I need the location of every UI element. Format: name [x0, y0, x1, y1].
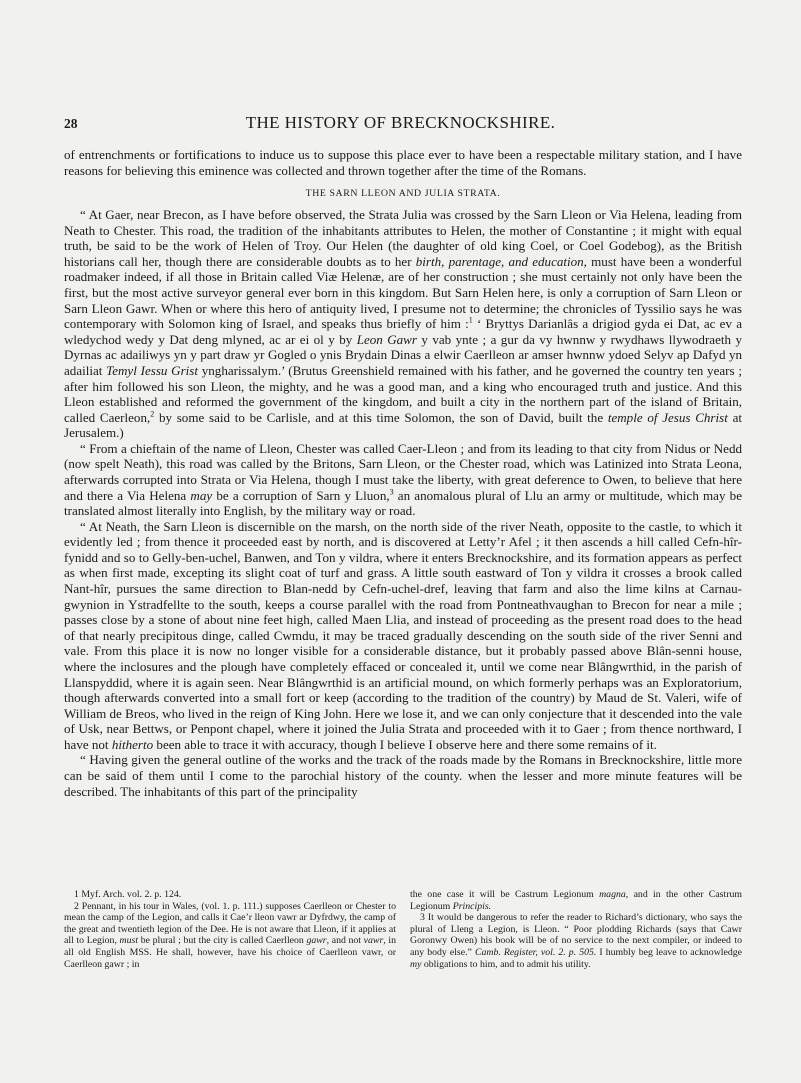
p2a-italic: birth, parentage, and education, [415, 253, 587, 269]
fn2e: the one case it will be Castrum Legionum [410, 889, 600, 900]
p4a: “ At Neath, the Sarn Lleon is discernible on the marsh, on the north side of the river Neath, opposite to the castle, to which it evidently led ; from thence it proceeded east by north, and is discovered at Letty’r Afel ; it then ascends a hill called Cefn-hîr-fynidd and so to Gelly-ben-uchel, Banwen, and Ton y vildra, where it enters Brecknockshire, and its formation appears as perfect as when first made, excepting its slight coat of turf and grass. A little south eastward of Ton y vildra it crosses a brook called Nant-hîr, pursues the same direction to Blan-nedd by Cefn-uchel-dref, leaving that farm and also the lime kilns at Carnau-gwynion in Ystradfellte to the south, keeps a course parallel with the road from Pontneathvaughan to Brecon for near a mile ; passes close by a stone of about nine feet high, called Maen Llia, and instead of proceeding as the present road does to the head of that nearly precipitous dinge, called Cwmdu, it may be traced gradually descending on the south side of the river Senni and vale. From this place it is now no longer visible for a considerable distance, but it probably passed above Blân-senni house, where the inclosures and the plough have completely effaced or concealed it, until we come near Blângwrthid, in the parish of Llanspyddid, where it is again seen. Near Blângwrthid is an artificial mound, on which formerly perhaps was an Exploratorium, though afterwards converted into a small fort or keep (according to the tradition of the country) by Maud de St. Valeri, wife of William de Breos, who lived in the reign of King John. Here we lose it, and we can only conjecture that it descended into the vale of Usk, near Bettws, or Penpont chapel, where it joined the Julia Strata and proceeded with it to Gaer ; from thence northward, I have not [64, 518, 742, 752]
fn2f: , and in the other Castrum Legionum [410, 889, 742, 912]
fn2a: 2 Pennant, in his tour in Wales, (vol. 1. p. 111.) supposes Caerlleon or Chester to mean the camp of the Legion, and calls it Cae’r lleon vawr ar Dyfrdwy, the camp of the great and twentieth legion of the Dee. He is not aware that Lleon, if it applies at all to Legion, [64, 900, 396, 947]
footnote-2-continued [410, 889, 742, 912]
paragraph-1-text: of entrenchments or fortifications to induce us to suppose this place ever to have been a respectable military station, and I have reasons for believing this eminence was collected and thrown together after the time of the Romans. [64, 147, 742, 178]
footnote-ref-2: 2 [150, 409, 155, 419]
fn3b: I humbly beg leave to acknowledge [596, 946, 742, 958]
p4a-italic: hitherto [111, 736, 154, 752]
footnote-1: 1 Myf. Arch. vol. 2. p. 124. [74, 889, 182, 900]
fn2c: , and not [326, 935, 364, 947]
p2b: must have been a wonderful roadmaker indeed, if all those in Britain called Viæ Helenæ, are of her construction ; she must certainly not only have been the first, but the most active surveyor general ever born in this kingdom. But Sarn Helen here, is only a corruption of Sarn Lleon or Sarn Lleon Gawr. When or where this hero of antiquity lived, I presume not to determine; the chronicles of Tyssilio says he was contemporary with Solomon king of Israel, and speaks thus briefly of him : [64, 253, 742, 332]
p2d: y vab ynte ; a gur da vy hwnnw y rwydhaws llywodraeth y Dyrnas ac adailiwys yn y part draw yr Gogled o ynis Brydain Dinas a elwir Caerlleon ar amser hwnnw ydoed Selyv ap Dafyd yn adailiat [64, 331, 742, 378]
paragraph-1 [64, 147, 742, 178]
p4b: been able to trace it with accuracy, though I believe I observe here and there some remains of it. [153, 736, 657, 752]
p2c: ‘ Bryttys Darianlâs a drigiod gyda ei Dat, ac ev a wledychod wedy y Dat deng mlyned, ac ar ei ol y by [64, 316, 742, 347]
p3a-italic: may [190, 487, 213, 503]
fn2b-italic: gawr [306, 935, 327, 947]
fn2a-italic: must [119, 935, 139, 947]
footnote-ref-1: 1 [468, 315, 473, 325]
p2c-italic: Leon Gawr [356, 331, 417, 347]
footnote-ref-3: 3 [389, 487, 394, 497]
footnotes-right-column [410, 889, 742, 970]
section-heading: THE SARN LLEON AND JULIA STRATA. [305, 188, 501, 200]
footnote-3 [410, 912, 742, 970]
footnotes-left-column [64, 889, 396, 970]
p3b: be a corruption of Sarn y Lluon, [212, 487, 390, 503]
p2f-italic: temple of Jesus Christ [607, 409, 728, 425]
paragraph-4 [64, 519, 742, 753]
p2e: yngharissalym.’ (Brutus Greenshield remained with his father, and he governed the country ten years ; after him followed his son Lleon, the mighty, and he was a good man, and a king who encouraged truth and justice. And this Lleon established and reformed the government of the kingdom, and built a city in the northern part of the island of Britain, called Caerleon, [64, 362, 742, 425]
p2g: at Jerusalem.) [64, 409, 742, 441]
p2a: “ At Gaer, near Brecon, as I have before observed, the Strata Julia was crossed by the Sarn Lleon or Via Helena, leading from Neath to Chester. This road, the tradition of the inhabitants attributes to Helen, the mother of Constantine ; it might with equal truth, be said to be the work of Helen of Troy. Our Helen (the daughter of old king Coel, or Coel Godebog), as the British historians call her, though there are considerable doubts as to her [64, 207, 742, 269]
main-text [64, 147, 742, 799]
fn2d: , in all old English MSS. He shall, however, have his choice of Caerlleon vawr, or Caerlleon gawr ; in [64, 935, 396, 970]
p2d-italic: Temyl Iessu Grist [106, 362, 198, 378]
fn2f-italic: Principis. [452, 900, 492, 912]
fn3a: 3 It would be dangerous to refer the reader to Richard’s dictionary, who says the plural of Lleng a Legion, is Lleon. “ Poor plodding Richards (says that Cawr Goronwy Owen) his book will be of no service to the next compiler, or indeed to any body else.” [410, 912, 742, 958]
fn3c: obligations to him, and to admit his utility. [421, 958, 591, 970]
p5: “ Having given the general outline of the works and the track of the roads made by the Romans in Brecknockshire, little more can be said of them until I come to the parochial history of the county. when the lesser and more minute features will be described. The inhabitants of this part of the principality [64, 752, 742, 799]
fn3a-italic: Camb. Register, vol. 2. p. 505. [474, 946, 597, 958]
p3a: “ From a chieftain of the name of Lleon, Chester was called Caer-Lleon ; and from its leading to that city from Nidus or Nedd (now spelt Neath), this road was called by the Britons, Sarn Lleon, or the Chester road, which was Latinized into Strata Leona, afterwards corrupted into Strata or Via Helena, though I must take the liberty, with great deference to Owen, to believe that here and there a Via Helena [64, 440, 742, 503]
p3c: an anomalous plural of Llu an army or multitude, which may be translated almost literally into English, by the military way or road. [64, 487, 742, 519]
fn2c-italic: vawr [363, 935, 384, 947]
paragraph-3 [64, 441, 742, 519]
running-head: THE HISTORY OF BRECKNOCKSHIRE. [245, 113, 556, 132]
p2f: by some said to be Carlisle, and at this time Solomon, the son of David, built the [154, 409, 608, 425]
footnotes [64, 889, 742, 970]
paragraph-2 [64, 207, 742, 441]
fn3b-italic: my [410, 958, 422, 970]
fn2e-italic: magna [599, 889, 626, 900]
fn2b: be plural ; but the city is called Caerlleon [138, 935, 307, 947]
page-header [0, 113, 801, 140]
page-number: 28 [64, 116, 78, 131]
paragraph-5 [64, 752, 742, 799]
footnote-2 [64, 901, 396, 971]
